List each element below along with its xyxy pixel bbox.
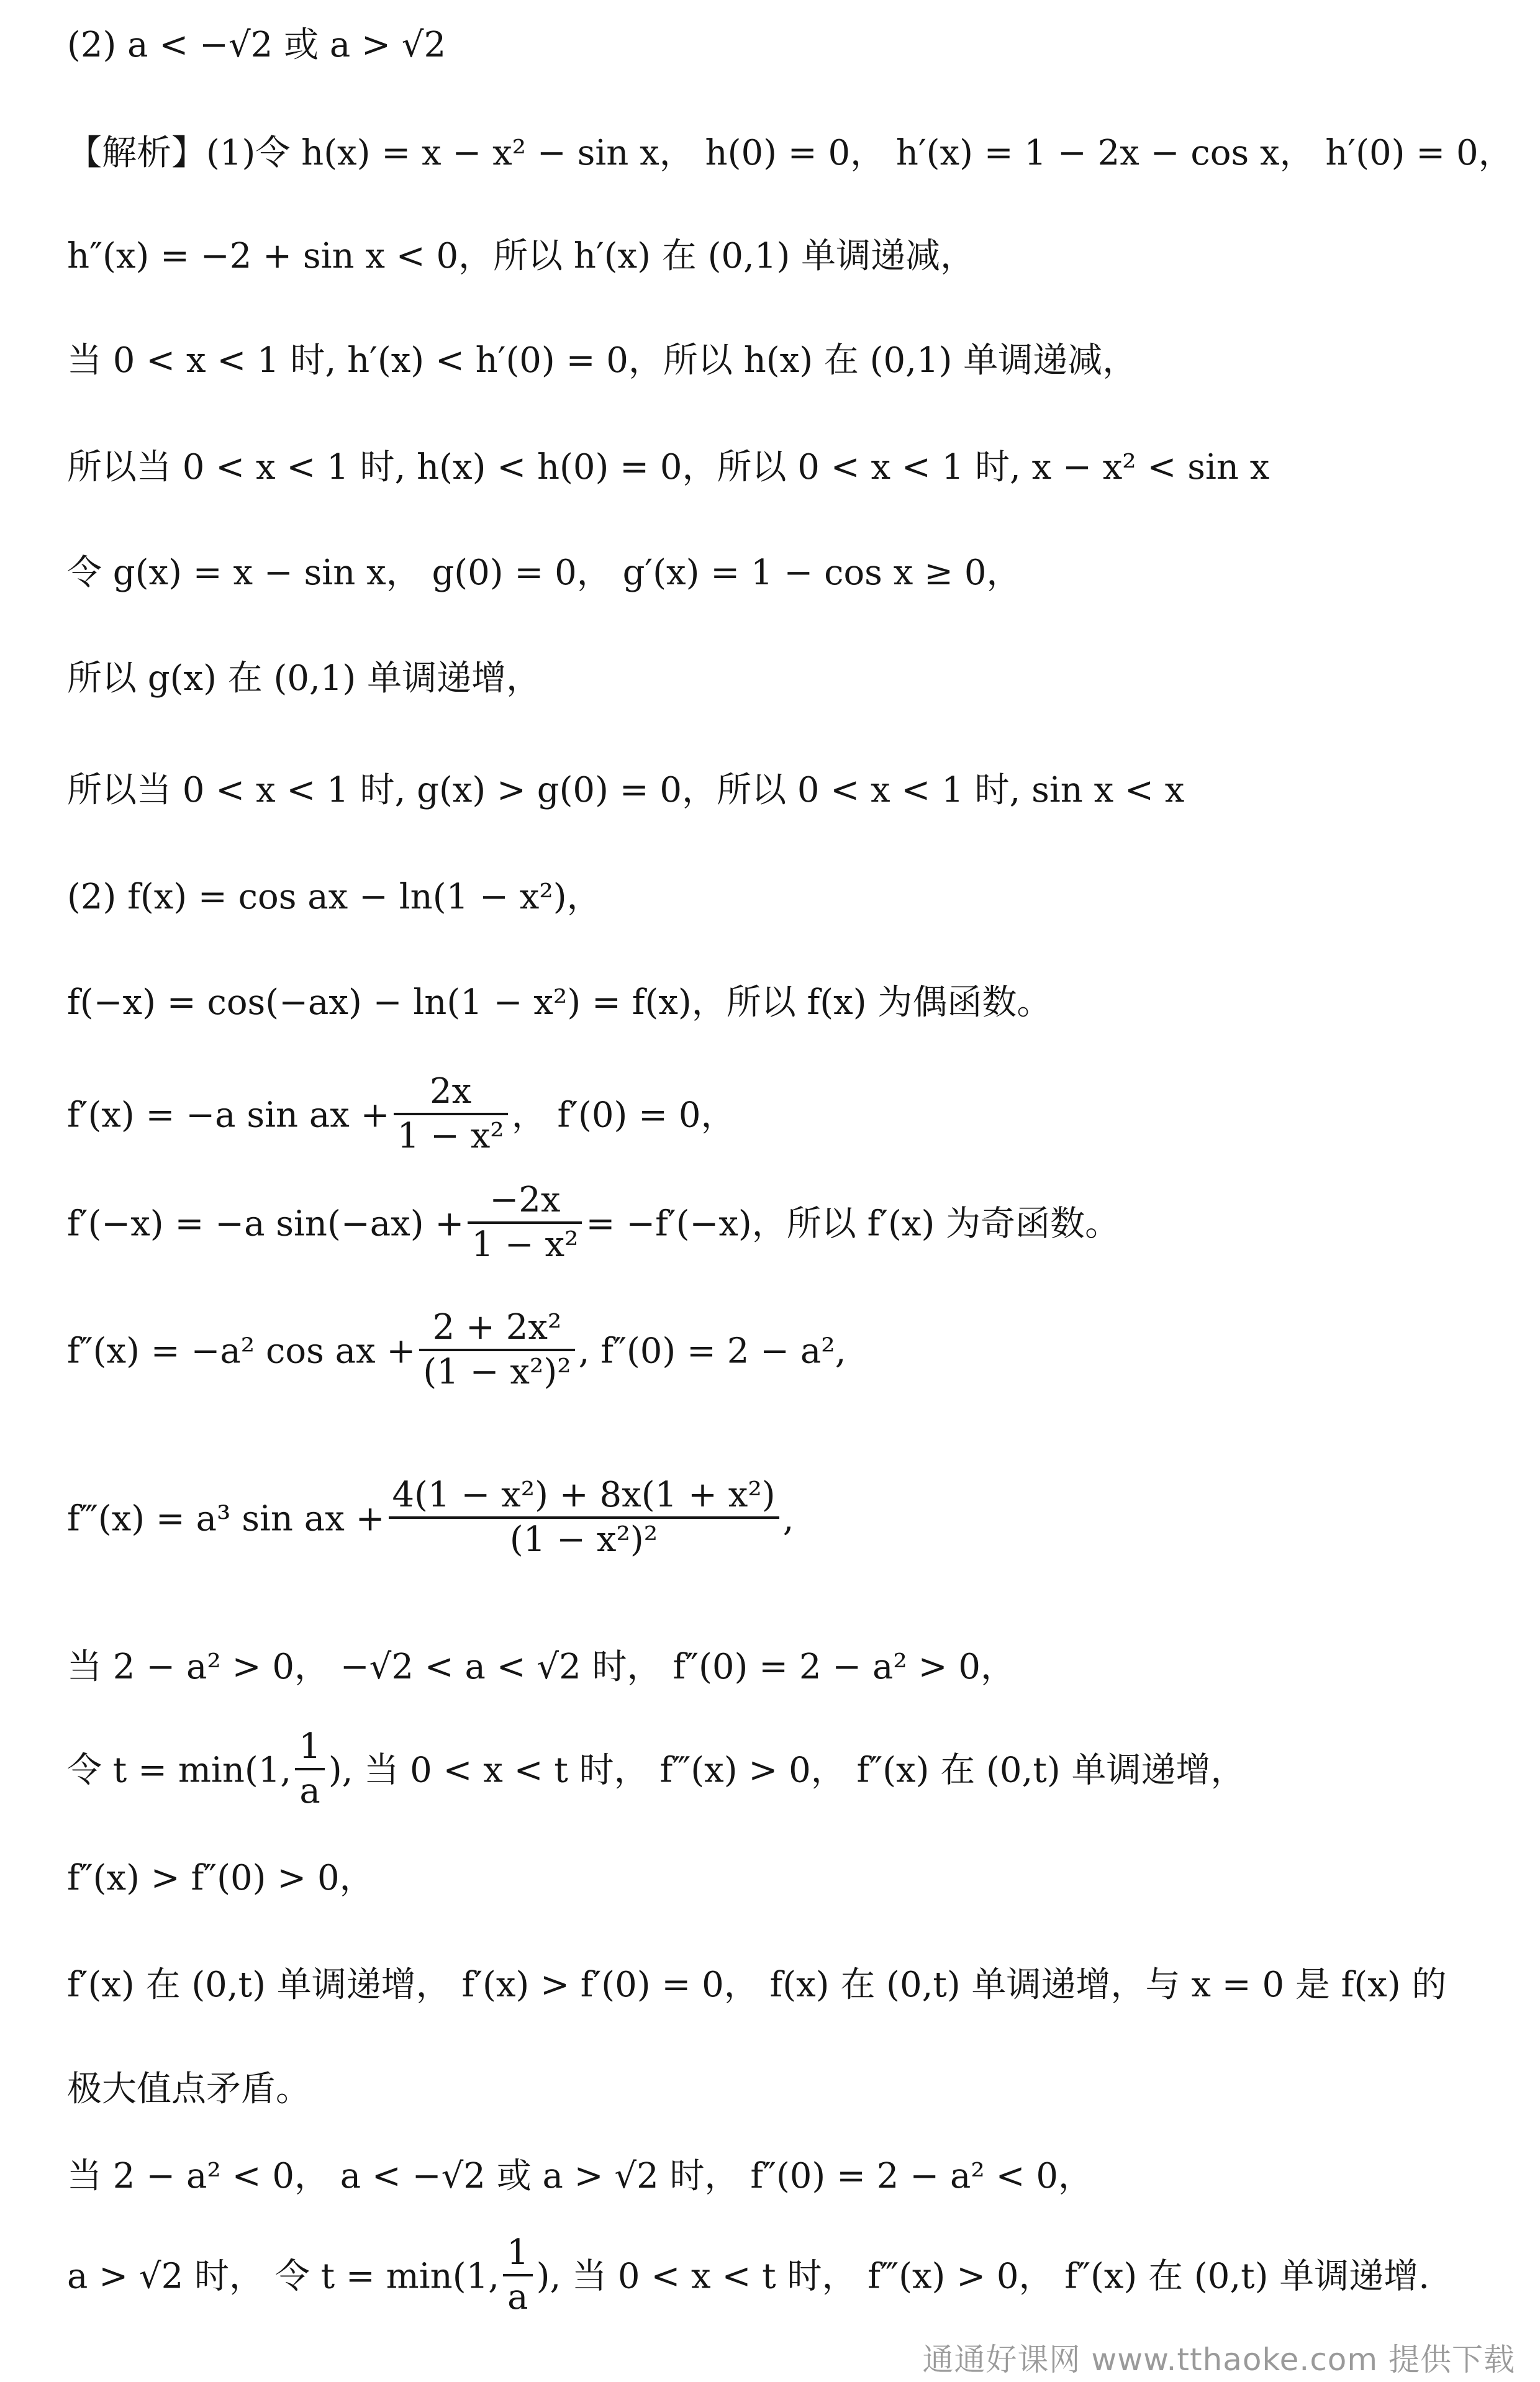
equation-text: ), 当 0 < x < t 时， f‴(x) > 0， f″(x) 在 (0,t) 单调递增， — [328, 1750, 1246, 1791]
fraction — [394, 1071, 508, 1157]
solution-line-3: 当 0 < x < 1 时, h′(x) < h′(0) = 0，所以 h(x) 在 (0,1) 单调递减， — [67, 340, 1138, 381]
fraction-numerator: 2 + 2x² — [419, 1306, 574, 1351]
fraction-denominator: a — [299, 1771, 320, 1811]
fraction-denominator: 1 − x² — [471, 1225, 579, 1265]
third-derivative-line — [67, 1475, 1495, 1565]
part2-line-2: f(−x) = cos(−ax) − ln(1 − x²) = f(x)，所以 f(x) 为偶函数。 — [67, 982, 1052, 1023]
fraction-numerator: 1 — [503, 2232, 533, 2276]
equation-text: f″(x) = −a² cos ax + — [67, 1331, 416, 1372]
equation-text: 令 t = min(1, — [67, 1750, 292, 1791]
case2-t-line — [67, 2232, 1495, 2322]
derivative-line-2 — [67, 1180, 1495, 1270]
fraction-numerator: 2x — [394, 1071, 508, 1115]
fraction-numerator: −2x — [468, 1179, 582, 1224]
answer-line: (2) a < −√2 或 a > √2 — [67, 25, 446, 65]
solution-line-6: 所以 g(x) 在 (0,1) 单调递增， — [67, 658, 541, 699]
second-derivative-line — [67, 1307, 1495, 1397]
solution-line-2: h″(x) = −2 + sin x < 0，所以 h′(x) 在 (0,1) 单调递减， — [67, 236, 976, 276]
fraction — [295, 1726, 325, 1813]
case1-t-line — [67, 1726, 1495, 1816]
derivative-line-1 — [67, 1071, 1495, 1161]
equation-text: ), 当 0 < x < t 时， f‴(x) > 0， f″(x) 在 (0,t) 单调递增. — [536, 2256, 1430, 2297]
fraction — [389, 1474, 779, 1561]
fraction — [419, 1306, 574, 1393]
solution-line-5: 令 g(x) = x − sin x， g(0) = 0， g′(x) = 1 − cos x ≥ 0， — [67, 553, 1021, 593]
fraction-denominator: 1 − x² — [397, 1116, 504, 1156]
equation-text: f′(−x) = −a sin(−ax) + — [67, 1203, 464, 1244]
case1-conclusion-line: 极大值点矛盾。 — [67, 2069, 310, 2109]
fraction — [468, 1179, 582, 1266]
watermark-text: 通通好课网 www.tthaoke.com 提供下载 — [922, 2342, 1515, 2378]
case1-line: 当 2 − a² > 0， −√2 < a < √2 时， f″(0) = 2 − a² > 0， — [67, 1647, 1015, 1687]
case1-contradiction-line: f′(x) 在 (0,t) 单调递增， f′(x) > f′(0) = 0， f(x) 在 (0,t) 单调递增，与 x = 0 是 f(x) 的 — [67, 1965, 1447, 2005]
case2-line: 当 2 − a² < 0， a < −√2 或 a > √2 时， f″(0) = 2 − a² < 0， — [67, 2156, 1093, 2196]
solution-line-4: 所以当 0 < x < 1 时, h(x) < h(0) = 0，所以 0 < x < 1 时, x − x² < sin x — [67, 447, 1270, 487]
solution-line-1: 【解析】(1)令 h(x) = x − x² − sin x， h(0) = 0， h′(x) = 1 − 2x − cos x， h′(0) = 0， — [67, 133, 1513, 173]
fraction-numerator: 1 — [295, 1726, 325, 1770]
equation-text: a > √2 时， 令 t = min(1, — [67, 2256, 500, 2297]
equation-text: ， f′(0) = 0， — [511, 1095, 736, 1136]
fraction-numerator: 4(1 − x²) + 8x(1 + x²) — [389, 1474, 779, 1519]
equation-text: = −f′(−x)，所以 f′(x) 为奇函数。 — [586, 1203, 1120, 1244]
solution-line-7: 所以当 0 < x < 1 时, g(x) > g(0) = 0，所以 0 < x < 1 时, sin x < x — [67, 770, 1185, 810]
equation-text: f‴(x) = a³ sin ax + — [67, 1498, 385, 1539]
part2-line-1: (2) f(x) = cos ax − ln(1 − x²)， — [67, 877, 602, 917]
fraction-denominator: (1 − x²)² — [509, 1519, 658, 1560]
equation-text: , — [782, 1498, 794, 1539]
fraction-denominator: a — [507, 2277, 528, 2317]
equation-text: f′(x) = −a sin ax + — [67, 1095, 390, 1136]
fraction-denominator: (1 − x²)² — [423, 1352, 571, 1392]
equation-text: , f″(0) = 2 − a², — [578, 1331, 846, 1372]
fraction — [503, 2232, 533, 2319]
case1-inequality-line: f″(x) > f″(0) > 0， — [67, 1858, 374, 1898]
